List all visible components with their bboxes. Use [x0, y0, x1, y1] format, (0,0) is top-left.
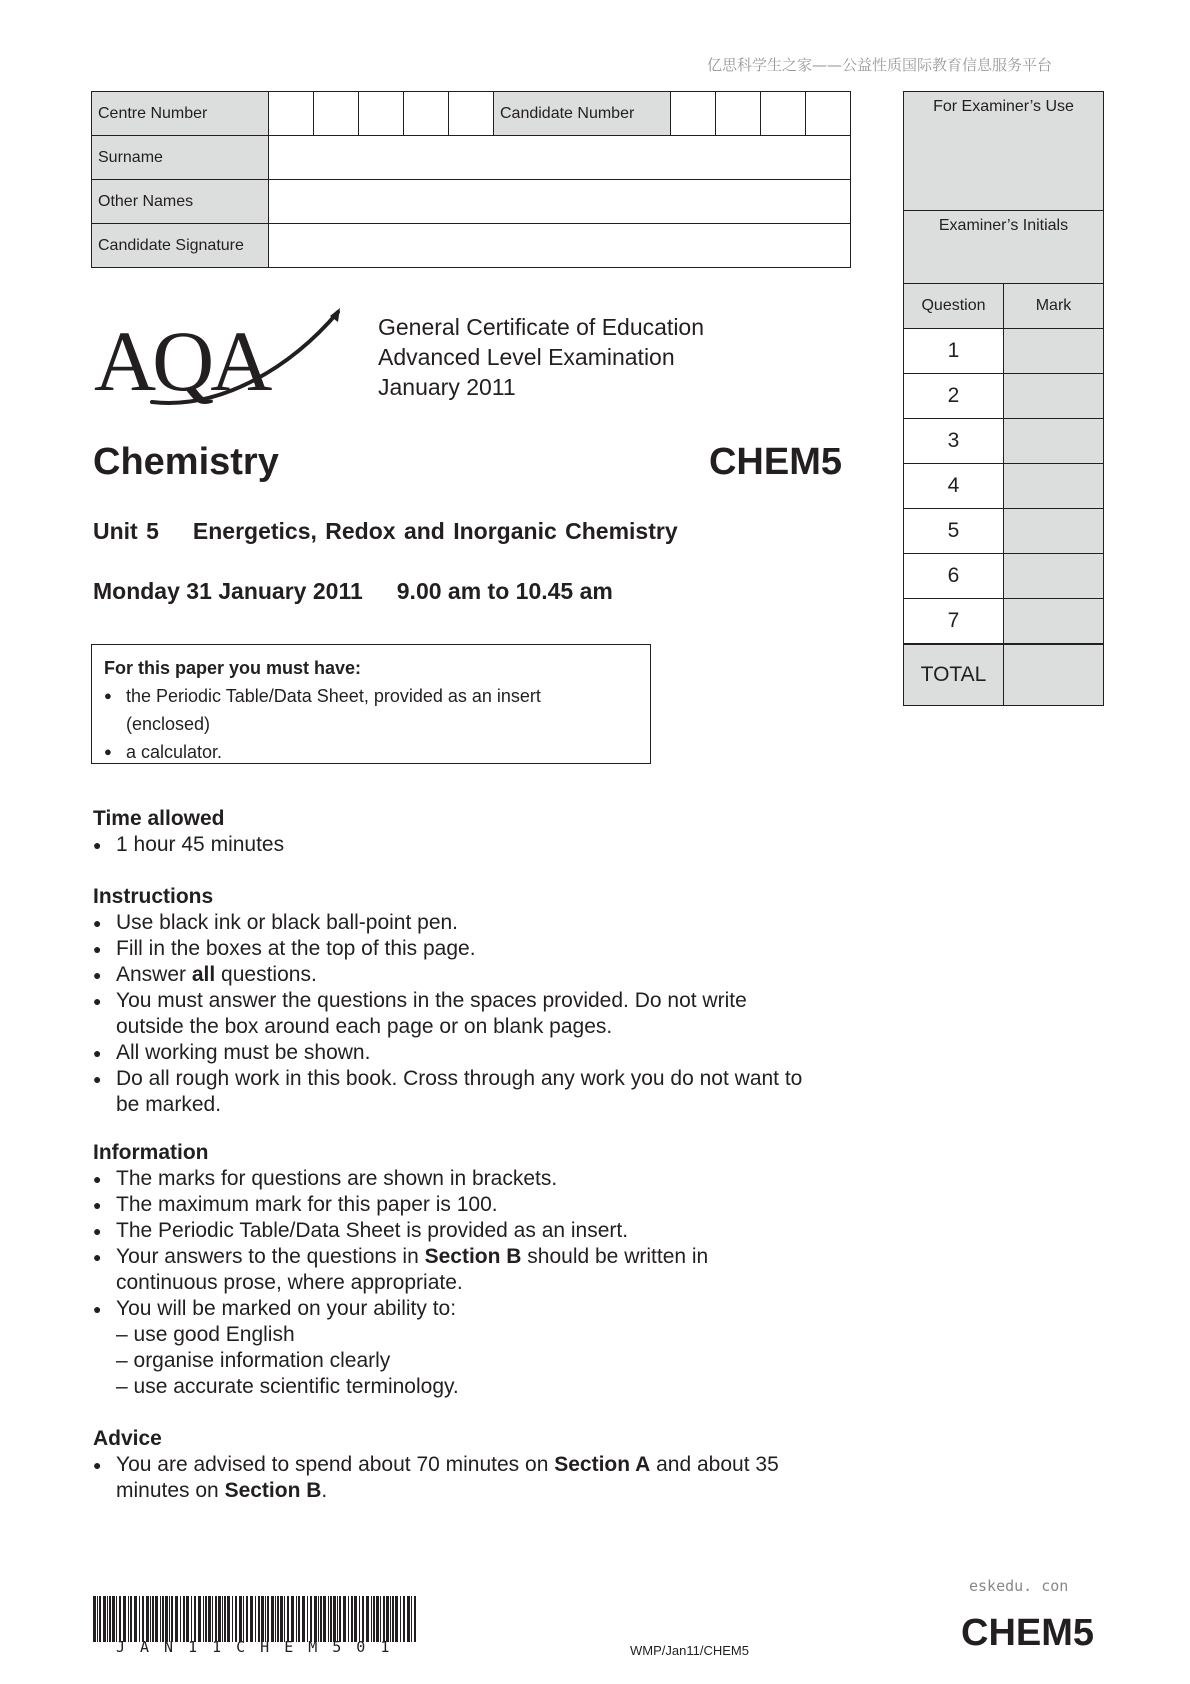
- barcode-bar: [212, 1596, 213, 1642]
- barcode-bar: [403, 1596, 405, 1642]
- advice-section: [93, 1426, 813, 1504]
- mark-cell[interactable]: [1004, 599, 1104, 645]
- barcode-bar: [277, 1596, 279, 1642]
- barcode-bar: [162, 1596, 164, 1642]
- barcode-bar: [261, 1596, 264, 1642]
- unit-number: Unit 5: [93, 518, 159, 544]
- barcode-bar: [400, 1596, 401, 1642]
- barcode-bar: [380, 1596, 381, 1642]
- barcode-bar: [208, 1596, 211, 1642]
- exam-session: January 2011: [378, 374, 516, 400]
- total-mark-cell[interactable]: [1004, 644, 1104, 706]
- aqa-logo-text: AQA: [94, 313, 269, 406]
- barcode-bar: [250, 1596, 253, 1642]
- barcode-bar: [258, 1596, 260, 1642]
- question-number: 3: [904, 419, 1004, 464]
- barcode-bar: [330, 1596, 332, 1642]
- barcode-bar: [275, 1596, 276, 1642]
- examiner-use-box: [903, 91, 1104, 706]
- barcode-bar: [414, 1596, 416, 1642]
- barcode-bar: [205, 1596, 207, 1642]
- section-heading: Information: [93, 1141, 209, 1164]
- time-allowed-section: [93, 806, 813, 858]
- barcode-bar: [112, 1596, 115, 1642]
- list-item: ● Your answers to the questions in Section B should be written in continuous prose, where appropriate.: [93, 1244, 776, 1296]
- list-item: ● Do all rough work in this book. Cross through any work you do not want to be marked.: [93, 1066, 806, 1118]
- barcode-bar: [130, 1596, 132, 1642]
- section-heading: Instructions: [93, 885, 214, 908]
- barcode-bar: [411, 1596, 412, 1642]
- centre-number-digit[interactable]: [269, 92, 314, 136]
- surname-label: Surname: [92, 136, 269, 180]
- barcode-bar: [371, 1596, 372, 1642]
- list-item: ● The maximum mark for this paper is 100.: [93, 1192, 813, 1218]
- total-label: TOTAL: [904, 644, 1004, 706]
- mark-column-header: Mark: [1004, 284, 1104, 329]
- mark-cell[interactable]: [1004, 509, 1104, 554]
- list-item: ● the Periodic Table/Data Sheet, provided as an insert (enclosed): [104, 682, 638, 738]
- barcode-bar: [109, 1596, 111, 1642]
- barcode-bar: [203, 1596, 204, 1642]
- watermark-text: 亿思科学生之家——公益性质国际教育信息服务平台: [706, 56, 1052, 74]
- candidate-number-digit[interactable]: [671, 92, 716, 136]
- barcode-bar: [265, 1596, 266, 1642]
- barcode-bar: [194, 1596, 196, 1642]
- footer-paper-code: CHEM5: [961, 1612, 1095, 1654]
- barcode-bar: [376, 1596, 379, 1642]
- centre-number-label: Centre Number: [92, 92, 269, 136]
- barcode-bar: [150, 1596, 151, 1642]
- candidate-number-label: Candidate Number: [494, 92, 671, 136]
- list-item: ● You are advised to spend about 70 minutes on Section A and about 35 minutes on Section B.: [93, 1452, 806, 1504]
- exam-time: 9.00 am to 10.45 am: [396, 578, 613, 604]
- barcode-bar: [243, 1596, 244, 1642]
- barcode-bar: [224, 1596, 226, 1642]
- barcode-bar: [160, 1596, 161, 1642]
- barcode-bar: [320, 1596, 322, 1642]
- barcode-bar: [191, 1596, 192, 1642]
- barcode-bar: [383, 1596, 385, 1642]
- list-item: ● Answer all questions.: [93, 962, 813, 988]
- mark-cell[interactable]: [1004, 419, 1104, 464]
- unit-title: Energetics, Redox and Inorganic Chemistry: [192, 518, 678, 544]
- qualification-block: [378, 312, 704, 402]
- aqa-logo: [92, 306, 342, 406]
- barcode-bar: [139, 1596, 140, 1642]
- barcode-bar: [390, 1596, 391, 1642]
- barcode-bar: [267, 1596, 269, 1642]
- centre-number-digit[interactable]: [314, 92, 359, 136]
- barcode-bar: [171, 1596, 173, 1642]
- centre-number-digit[interactable]: [359, 92, 404, 136]
- barcode-bar: [271, 1596, 274, 1642]
- barcode-bar: [359, 1596, 360, 1642]
- centre-number-digit[interactable]: [404, 92, 449, 136]
- barcode-bar: [366, 1596, 369, 1642]
- barcode-bar: [339, 1596, 341, 1642]
- list-item: ● The Periodic Table/Data Sheet is provided as an insert.: [93, 1218, 813, 1244]
- barcode-bar: [169, 1596, 170, 1642]
- candidate-signature-field[interactable]: [269, 224, 851, 268]
- barcode-bar: [337, 1596, 338, 1642]
- barcode-bar: [287, 1596, 289, 1642]
- barcode-bar: [198, 1596, 201, 1642]
- list-item: ● All working must be shown.: [93, 1040, 813, 1066]
- barcode-bar: [255, 1596, 256, 1642]
- other-names-field[interactable]: [269, 180, 851, 224]
- examiner-use-heading: For Examiner’s Use: [904, 92, 1104, 211]
- barcode-bar: [284, 1596, 285, 1642]
- barcode-bar: [186, 1596, 189, 1642]
- barcode-bar: [222, 1596, 223, 1642]
- barcode-bar: [152, 1596, 154, 1642]
- barcode-bar: [386, 1596, 389, 1642]
- barcode-bar: [318, 1596, 319, 1642]
- candidate-details-box: [91, 91, 851, 268]
- barcode-bar: [296, 1596, 297, 1642]
- qualification-level: Advanced Level Examination: [378, 344, 675, 370]
- barcode-bar: [218, 1596, 221, 1642]
- other-names-label: Other Names: [92, 180, 269, 224]
- question-number: 5: [904, 509, 1004, 554]
- barcode-bar: [180, 1596, 181, 1642]
- barcode-bar: [351, 1596, 353, 1642]
- list-subitem: – use good English: [116, 1323, 295, 1346]
- mark-cell[interactable]: [1004, 554, 1104, 599]
- surname-field[interactable]: [269, 136, 851, 180]
- barcode-bar: [232, 1596, 233, 1642]
- barcode-bar: [328, 1596, 329, 1642]
- list-item: ● Fill in the boxes at the top of this page.: [93, 936, 813, 962]
- candidate-signature-label: Candidate Signature: [92, 224, 269, 268]
- barcode-bar: [215, 1596, 217, 1642]
- list-item: ● You must answer the questions in the spaces provided. Do not write outside the box around each page or on blank pages.: [93, 988, 806, 1040]
- barcode-bar: [227, 1596, 230, 1642]
- barcode-bar: [239, 1596, 242, 1642]
- barcode-bar: [323, 1596, 326, 1642]
- must-have-box: [91, 644, 651, 764]
- unit-heading: [93, 518, 678, 545]
- paper-code: CHEM5: [708, 441, 842, 483]
- barcode-bar: [302, 1596, 305, 1642]
- barcode-bar: [103, 1596, 106, 1642]
- barcode-bar: [298, 1596, 300, 1642]
- barcode-bar: [307, 1596, 308, 1642]
- barcode-bar: [116, 1596, 117, 1642]
- barcode-text: JAN11CHEM501: [116, 1638, 405, 1656]
- information-section: [93, 1140, 813, 1400]
- barcode-bar: [392, 1596, 394, 1642]
- barcode-bar: [123, 1596, 126, 1642]
- site-watermark: eskedu. con: [969, 1577, 1069, 1595]
- list-item: ● 1 hour 45 minutes: [93, 832, 813, 858]
- barcode-bar: [99, 1596, 101, 1642]
- instructions-section: [93, 884, 813, 1118]
- barcode-bar: [343, 1596, 346, 1642]
- barcode-bar: [291, 1596, 294, 1642]
- barcode-bar: [146, 1596, 149, 1642]
- barcode-bar: [407, 1596, 410, 1642]
- barcode-bar: [128, 1596, 129, 1642]
- question-number: 1: [904, 329, 1004, 374]
- mark-cell[interactable]: [1004, 329, 1104, 374]
- barcode: [93, 1596, 419, 1642]
- barcode-bar: [280, 1596, 283, 1642]
- list-item: ● Use black ink or black ball-point pen.: [93, 910, 813, 936]
- list-subitem: – use accurate scientific terminology.: [116, 1375, 459, 1398]
- candidate-number-digit[interactable]: [716, 92, 761, 136]
- list-item: ● You will be marked on your ability to:: [93, 1296, 813, 1322]
- examiner-initials-label: Examiner’s Initials: [904, 211, 1104, 284]
- barcode-bar: [183, 1596, 185, 1642]
- barcode-bar: [93, 1596, 96, 1642]
- barcode-bar: [395, 1596, 398, 1642]
- candidate-number-digit[interactable]: [806, 92, 851, 136]
- barcode-bar: [333, 1596, 336, 1642]
- barcode-bar: [165, 1596, 168, 1642]
- subject-title: Chemistry: [93, 441, 279, 483]
- barcode-bar: [314, 1596, 317, 1642]
- barcode-bar: [246, 1596, 248, 1642]
- barcode-bar: [142, 1596, 144, 1642]
- barcode-bar: [107, 1596, 108, 1642]
- mark-cell[interactable]: [1004, 464, 1104, 509]
- barcode-bar: [119, 1596, 121, 1642]
- question-column-header: Question: [904, 284, 1004, 329]
- barcode-bar: [362, 1596, 364, 1642]
- candidate-number-digit[interactable]: [761, 92, 806, 136]
- exam-date-line: [93, 578, 613, 605]
- centre-number-digit[interactable]: [449, 92, 494, 136]
- barcode-bar: [348, 1596, 349, 1642]
- list-subitem: – organise information clearly: [116, 1349, 391, 1372]
- barcode-bar: [134, 1596, 137, 1642]
- barcode-bar: [155, 1596, 158, 1642]
- question-number: 4: [904, 464, 1004, 509]
- question-number: 6: [904, 554, 1004, 599]
- barcode-bar: [175, 1596, 178, 1642]
- list-item: ● a calculator.: [104, 738, 638, 766]
- mark-cell[interactable]: [1004, 374, 1104, 419]
- section-heading: Advice: [93, 1427, 162, 1450]
- must-have-heading: For this paper you must have:: [104, 658, 362, 678]
- section-heading: Time allowed: [93, 807, 225, 830]
- list-item: ● The marks for questions are shown in brackets.: [93, 1166, 813, 1192]
- exam-date: Monday 31 January 2011: [93, 578, 363, 604]
- question-number: 7: [904, 599, 1004, 645]
- barcode-bar: [310, 1596, 312, 1642]
- document-reference: WMP/Jan11/CHEM5: [630, 1643, 749, 1658]
- barcode-bar: [354, 1596, 357, 1642]
- question-number: 2: [904, 374, 1004, 419]
- barcode-bar: [235, 1596, 237, 1642]
- qualification-line: General Certificate of Education: [378, 314, 705, 340]
- barcode-bar: [373, 1596, 375, 1642]
- barcode-bar: [97, 1596, 98, 1642]
